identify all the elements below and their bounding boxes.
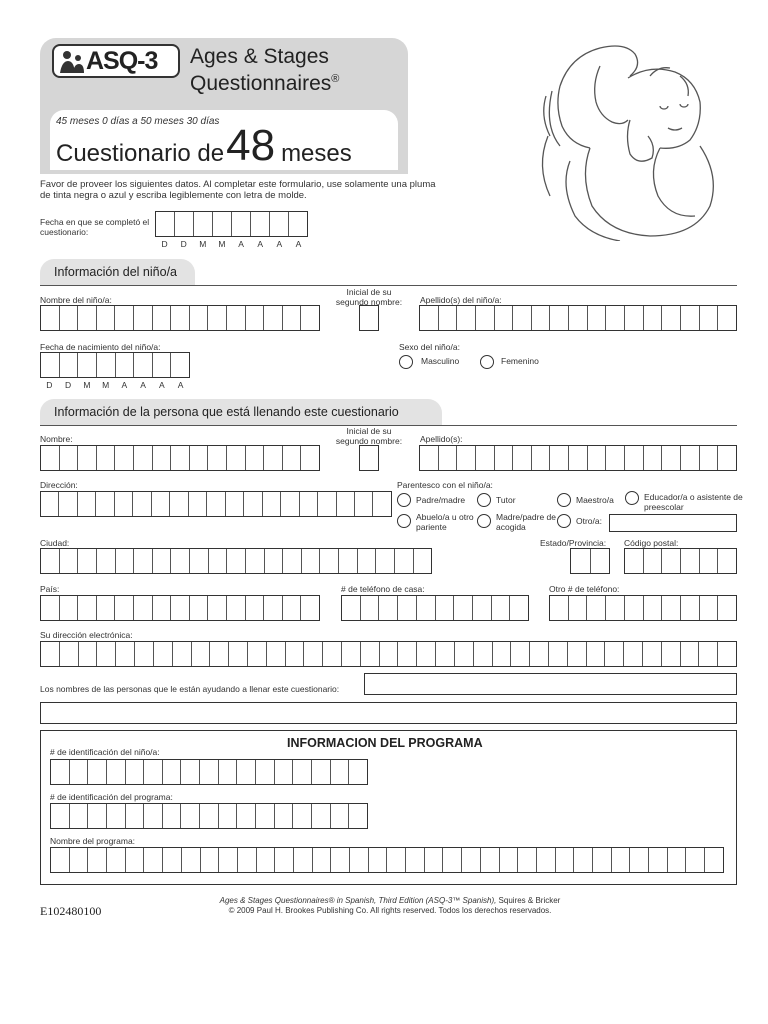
zip-boxes[interactable]	[624, 548, 737, 574]
program-child-id-label: # de identificación del niño/a:	[50, 747, 160, 757]
relationship-guardian-label: Tutor	[496, 495, 516, 505]
relationship-teacher-radio[interactable]	[557, 493, 571, 507]
child-name-label: Nombre del niño/a:	[40, 295, 112, 305]
questionnaire-number: 48	[226, 121, 276, 170]
logo	[52, 44, 180, 78]
date-format-char: D	[161, 239, 168, 249]
program-id-boxes[interactable]	[50, 803, 368, 829]
relationship-grandparent-radio[interactable]	[397, 514, 411, 528]
country-boxes[interactable]	[40, 595, 320, 621]
citation	[180, 896, 600, 906]
relationship-other-radio[interactable]	[557, 514, 571, 528]
sex-female-radio[interactable]	[480, 355, 494, 369]
form-code: E102480100	[40, 904, 102, 918]
program-child-id-boxes[interactable]	[50, 759, 368, 785]
person-name-boxes[interactable]	[40, 445, 320, 471]
relationship-educator-label: Educador/a o asistente de preescolar	[644, 492, 743, 512]
relationship-foster-label: Madre/padre de acogida	[496, 512, 557, 532]
relationship-teacher-label: Maestro/a	[576, 495, 614, 505]
relationship-educator-radio[interactable]	[625, 491, 639, 505]
copyright: © 2009 Paul H. Brookes Publishing Co. All rights reserved. Todos los derechos reservados.	[228, 906, 552, 915]
logo-text: ASQ-3	[86, 47, 158, 75]
date-format-char: D	[46, 380, 53, 390]
child-birth-date-label: Fecha de nacimiento del niño/a:	[40, 342, 161, 352]
date-format-char: A	[159, 380, 165, 390]
birth-date-format	[40, 380, 190, 390]
completion-date-format	[155, 239, 308, 249]
citation-authors: Squires & Bricker	[496, 896, 561, 905]
citation-title: Ages & Stages Questionnaires® in Spanish, Third Edition (ASQ-3™ Spanish),	[219, 896, 497, 905]
program-name-boxes[interactable]	[50, 847, 724, 873]
relationship-other-label: Otro/a:	[576, 516, 602, 526]
date-format-char: M	[102, 380, 110, 390]
child-middle-initial-box[interactable]	[359, 305, 379, 331]
state-boxes[interactable]	[570, 548, 610, 574]
age-range: 45 meses 0 días a 50 meses 30 días	[56, 116, 220, 127]
child-middle-initial-label: Inicial de su segundo nombre:	[335, 287, 403, 307]
section-divider	[40, 285, 737, 286]
country-label: País:	[40, 584, 60, 594]
child-last-name-boxes[interactable]	[419, 305, 737, 331]
title-line1: Ages & Stages	[190, 45, 329, 68]
relationship-foster-radio[interactable]	[477, 514, 491, 528]
date-format-char: A	[276, 239, 283, 249]
mother-child-illustration	[530, 36, 730, 241]
date-format-char: M	[83, 380, 91, 390]
email-label: Su dirección electrónica:	[40, 630, 133, 640]
date-format-char: D	[180, 239, 187, 249]
helpers-label: Los nombres de las personas que le están ayudando a llenar este cuestionario:	[40, 684, 340, 694]
relationship-label: Parentesco con el niño/a:	[397, 480, 493, 490]
person-last-name-label: Apellido(s):	[420, 434, 463, 444]
date-format-char: A	[238, 239, 244, 249]
state-label: Estado/Provincia:	[540, 538, 607, 548]
email-boxes[interactable]	[40, 641, 737, 667]
helpers-input-2[interactable]	[40, 702, 737, 724]
registered-mark: ®	[331, 73, 340, 85]
title-line2-text: Questionnaires	[190, 72, 332, 95]
completion-date-boxes[interactable]	[155, 211, 308, 237]
other-phone-label: Otro # de teléfono:	[549, 584, 620, 594]
questionnaire-title	[56, 116, 352, 168]
relationship-grandparent-label: Abuelo/a u otro pariente	[416, 512, 474, 532]
date-format-char: M	[199, 239, 207, 249]
person-middle-initial-label: Inicial de su segundo nombre:	[335, 426, 403, 446]
child-section-title: Información del niño/a	[40, 259, 195, 285]
city-boxes[interactable]	[40, 548, 432, 574]
sex-female-label: Femenino	[501, 356, 539, 366]
title-line2	[190, 72, 339, 96]
home-phone-boxes[interactable]	[341, 595, 529, 621]
program-name-label: Nombre del programa:	[50, 836, 136, 846]
completion-date-label: Fecha en que se completó el cuestionario:	[40, 217, 150, 237]
helpers-input-1[interactable]	[364, 673, 737, 695]
child-last-name-label: Apellido(s) del niño/a:	[420, 295, 502, 305]
questionnaire-suffix: meses	[281, 140, 352, 167]
program-id-label: # de identificación del programa:	[50, 792, 173, 802]
child-sex-label: Sexo del niño/a:	[399, 342, 460, 352]
relationship-parent-radio[interactable]	[397, 493, 411, 507]
relationship-guardian-radio[interactable]	[477, 493, 491, 507]
city-label: Ciudad:	[40, 538, 70, 548]
date-format-char: A	[177, 380, 184, 390]
home-phone-label: # de teléfono de casa:	[341, 584, 425, 594]
date-format-char: D	[65, 380, 72, 390]
sex-male-radio[interactable]	[399, 355, 413, 369]
person-middle-initial-box[interactable]	[359, 445, 379, 471]
instructions: Favor de proveer los siguientes datos. Al completar este formulario, use solamente una pluma de tinta negra o azul y escriba legiblemente con letra de molde.	[40, 179, 436, 201]
person-name-label: Nombre:	[40, 434, 73, 444]
date-format-char: A	[140, 380, 146, 390]
program-section-title: INFORMACION DEL PROGRAMA	[287, 736, 483, 750]
date-format-char: A	[121, 380, 128, 390]
zip-label: Código postal:	[624, 538, 679, 548]
sex-male-label: Masculino	[421, 356, 460, 366]
person-section-title: Información de la persona que está llenando este cuestionario	[40, 399, 442, 425]
date-format-char: A	[257, 239, 264, 249]
date-format-char: M	[218, 239, 226, 249]
relationship-other-input[interactable]	[609, 514, 737, 532]
address-label: Dirección:	[40, 480, 78, 490]
date-format-char: A	[295, 239, 302, 249]
child-birth-date-boxes[interactable]	[40, 352, 190, 378]
relationship-parent-label: Padre/madre	[416, 495, 466, 505]
person-last-name-boxes[interactable]	[419, 445, 737, 471]
other-phone-boxes[interactable]	[549, 595, 737, 621]
child-name-boxes[interactable]	[40, 305, 320, 331]
logo-family-icon	[58, 49, 86, 75]
questionnaire-prefix: Cuestionario de	[56, 140, 225, 167]
address-boxes[interactable]	[40, 491, 392, 517]
